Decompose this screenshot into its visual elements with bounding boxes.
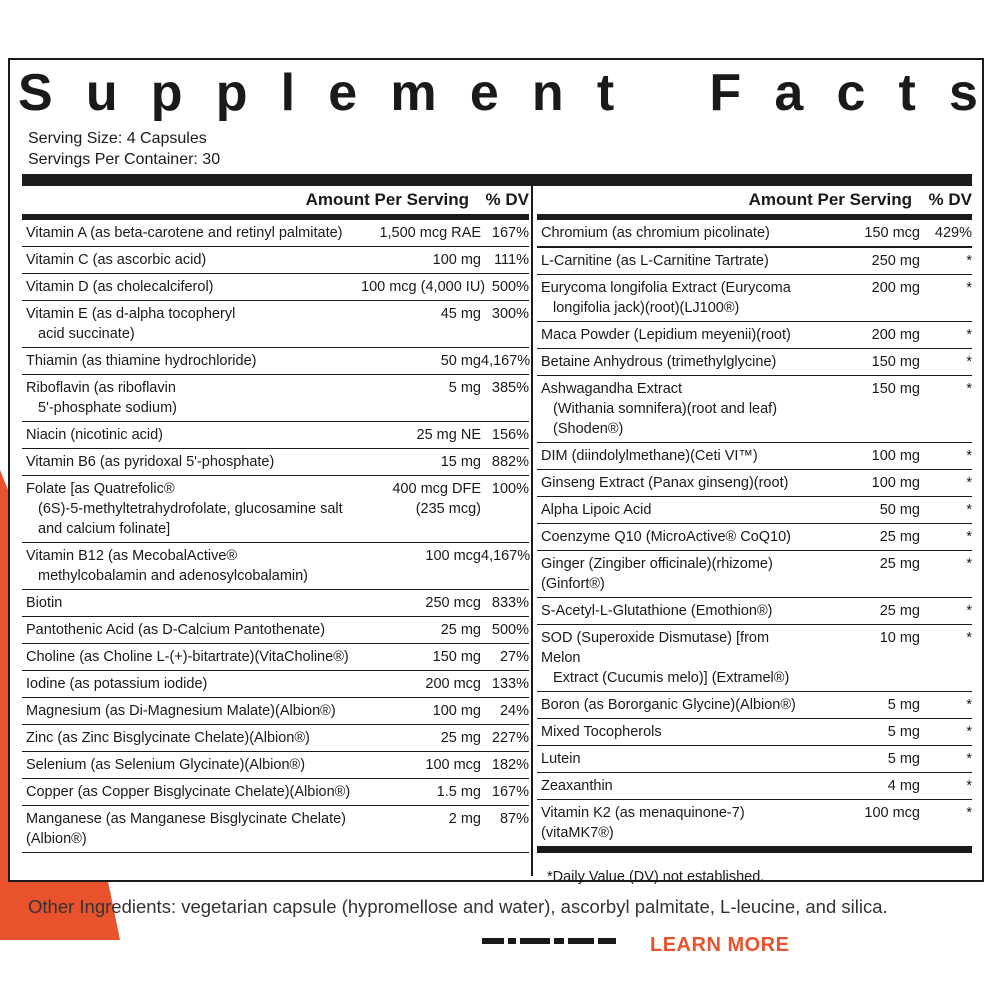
nutrient-amount <box>361 351 481 371</box>
nutrient-dv: 167% <box>491 784 529 800</box>
nutrient-name-line: Zeaxanthin <box>541 778 613 794</box>
nutrient-dv: 429% <box>934 225 972 241</box>
nutrient-dv: * <box>966 280 972 296</box>
amount-value: 1,500 mcg RAE <box>379 225 481 241</box>
nutrient-name <box>26 728 361 748</box>
nutrient-amount <box>810 352 920 372</box>
nutrient-name <box>26 304 361 344</box>
nutrient-name <box>541 223 810 243</box>
nutrient-name <box>26 782 361 802</box>
nutrient-amount <box>810 749 920 769</box>
nutrient-name <box>26 452 361 472</box>
nutrient-row <box>22 247 529 274</box>
nutrient-name-line: DIM (diindolylmethane)(Ceti VI™) <box>541 448 758 464</box>
nutrient-amount <box>810 325 920 345</box>
title-letter: t <box>898 64 916 122</box>
nutrient-name <box>541 473 810 493</box>
nutrient-dv: 167% <box>491 225 529 241</box>
nutrient-name-line: Vitamin C (as ascorbic acid) <box>26 252 207 268</box>
nutrient-amount <box>361 250 481 270</box>
nutrient-dv: 227% <box>491 730 529 746</box>
nutrient-name-line: Ginseng Extract (Panax ginseng)(root) <box>541 475 789 491</box>
nutrient-dv: 385% <box>491 380 529 396</box>
nutrient-amount <box>810 223 920 243</box>
nutrient-name-line: Alpha Lipoic Acid <box>541 502 652 518</box>
nutrient-name-line: Choline (as Choline L-(+)-bitartrate)(VitaCholine®) <box>26 649 349 665</box>
title-letter: c <box>836 64 866 122</box>
amount-value: 2 mg <box>448 811 481 827</box>
nutrient-row <box>537 275 972 322</box>
left-column-header <box>22 186 529 220</box>
nutrient-row <box>22 375 529 422</box>
nutrient-name-subline: 5'-phosphate sodium) <box>38 400 177 416</box>
nutrient-name <box>26 647 361 667</box>
nutrient-row <box>537 497 972 524</box>
nutrient-amount <box>361 425 481 445</box>
nutrient-amount <box>361 782 481 802</box>
amount-value: 100 mg <box>432 252 481 268</box>
left-rows <box>22 220 529 853</box>
amount-value: 150 mg <box>432 649 481 665</box>
nutrient-name <box>541 325 810 345</box>
nutrient-dv: 24% <box>499 703 529 719</box>
title-letter: a <box>774 64 804 122</box>
nutrient-row <box>22 644 529 671</box>
right-rows <box>537 220 972 847</box>
amount-value: 100 mg <box>871 475 920 491</box>
nutrient-name <box>541 722 810 742</box>
nutrient-amount <box>810 251 920 271</box>
nutrient-row <box>537 551 972 598</box>
nutrient-name <box>26 620 361 640</box>
nutrient-dv: 500% <box>491 279 529 295</box>
title-letter: p <box>150 64 183 122</box>
nutrient-name-line: L-Carnitine (as L-Carnitine Tartrate) <box>541 253 769 269</box>
nutrient-row <box>537 349 972 376</box>
nutrient-row <box>537 692 972 719</box>
nutrient-dv: 882% <box>491 454 529 470</box>
nutrient-dv: 87% <box>499 811 529 827</box>
amount-value: 200 mg <box>871 327 920 343</box>
amount-value: 50 mg <box>879 502 920 518</box>
nutrient-name-line: Magnesium (as Di-Magnesium Malate)(Albion®) <box>26 703 336 719</box>
nutrient-name-line: Biotin <box>26 595 63 611</box>
amount-value: 150 mg <box>871 381 920 397</box>
nutrient-name <box>541 251 810 271</box>
nutrient-name <box>26 701 361 721</box>
nutrient-row <box>22 449 529 476</box>
nutrient-name-line: Maca Powder (Lepidium meyenii)(root) <box>541 327 791 343</box>
nutrient-amount <box>361 701 481 721</box>
learn-more-link[interactable]: LEARN MORE <box>650 934 790 952</box>
nutrient-amount <box>810 278 920 318</box>
nutrient-name <box>26 223 361 243</box>
nutrient-row <box>22 348 529 375</box>
nutrient-name <box>26 809 361 849</box>
nutrient-dv: * <box>966 253 972 269</box>
title-letter: F <box>709 64 742 122</box>
nutrient-row <box>22 301 529 348</box>
amount-value: 150 mcg <box>864 225 920 241</box>
amount-value: 100 mg <box>871 448 920 464</box>
nutrient-amount <box>361 223 481 243</box>
page-title <box>18 62 978 124</box>
nutrient-row <box>22 617 529 644</box>
nutrient-row <box>22 698 529 725</box>
amount-value: 250 mg <box>871 253 920 269</box>
amount-value: 10 mg <box>879 630 920 646</box>
left-column <box>22 186 529 853</box>
nutrient-dv: * <box>966 603 972 619</box>
nutrient-amount <box>810 776 920 796</box>
nutrient-name-line: Betaine Anhydrous (trimethylglycine) <box>541 354 777 370</box>
nutrient-amount <box>810 527 920 547</box>
nutrient-name <box>26 546 361 586</box>
amount-value: 100 mcg <box>425 548 481 564</box>
amount-value: 25 mg <box>440 730 481 746</box>
nutrient-name <box>541 601 810 621</box>
column-divider <box>531 186 533 876</box>
corner-mark <box>990 44 998 52</box>
nutrient-dv: * <box>966 327 972 343</box>
nutrient-dv: * <box>966 529 972 545</box>
nutrient-name-line: Niacin (nicotinic acid) <box>26 427 163 443</box>
amount-value: 250 mcg <box>425 595 481 611</box>
nutrient-amount <box>361 755 481 775</box>
nutrient-row <box>537 443 972 470</box>
nutrient-amount <box>810 446 920 466</box>
dv-header: % DV <box>485 190 529 209</box>
nutrient-name-line: Lutein <box>541 751 581 767</box>
nutrient-name <box>541 500 810 520</box>
serving-info <box>28 128 220 170</box>
nutrient-name <box>26 277 361 297</box>
nutrient-name <box>26 425 361 445</box>
amount-value: 100 mcg (4,000 IU) <box>361 279 486 295</box>
nutrient-dv: 133% <box>491 676 529 692</box>
nutrient-row <box>537 625 972 692</box>
nutrient-name <box>541 628 810 688</box>
nutrient-name-subline: acid succinate) <box>38 326 135 342</box>
nutrient-name-subline: (6S)-5-methyltetrahydrofolate, glucosamine salt and calcium folinate] <box>38 501 343 537</box>
servings-per-container: Servings Per Container: 30 <box>28 151 221 168</box>
nutrient-name-line: Vitamin B6 (as pyridoxal 5'-phosphate) <box>26 454 275 470</box>
nutrient-amount <box>361 277 486 297</box>
amount-value: 100 mg <box>432 703 481 719</box>
nutrient-name-line: Copper (as Copper Bisglycinate Chelate)(Albion®) <box>26 784 351 800</box>
nutrient-dv: * <box>966 697 972 713</box>
amount-value: 1.5 mg <box>436 784 481 800</box>
other-ingredients: Other Ingredients: vegetarian capsule (hypromellose and water), ascorbyl palmitate, L-leucine, and silica. <box>28 896 888 917</box>
nutrient-amount <box>361 674 481 694</box>
nutrient-row <box>22 671 529 698</box>
nutrient-dv: * <box>966 751 972 767</box>
nutrient-name <box>541 554 810 594</box>
amount-value: 25 mg <box>879 529 920 545</box>
nutrient-row <box>22 752 529 779</box>
nutrient-name-line: Vitamin E (as d-alpha tocopheryl <box>26 306 236 322</box>
title-letter <box>647 62 676 124</box>
nutrient-dv: 156% <box>491 427 529 443</box>
nutrient-row <box>537 470 972 497</box>
title-letter: S <box>18 64 53 122</box>
title-letter: t <box>596 64 615 122</box>
nutrient-name-line: S-Acetyl-L-Glutathione (Emothion®) <box>541 603 773 619</box>
nutrient-amount <box>361 809 481 849</box>
amount-value-secondary: (235 mcg) <box>415 501 481 517</box>
title-letter: m <box>390 64 437 122</box>
nutrient-name-subline: methylcobalamin and adenosylcobalamin) <box>38 568 309 584</box>
amount-value: 45 mg <box>440 306 481 322</box>
nutrient-amount <box>361 593 481 613</box>
nutrient-amount <box>810 500 920 520</box>
nutrient-row <box>22 220 529 247</box>
nutrient-name <box>541 749 810 769</box>
nutrient-dv: 4,167% <box>481 548 531 564</box>
nutrient-row <box>537 773 972 800</box>
nutrient-name-line: Coenzyme Q10 (MicroActive® CoQ10) <box>541 529 792 545</box>
nutrient-amount <box>361 378 481 418</box>
nutrient-name <box>541 446 810 466</box>
amount-value: 15 mg <box>440 454 481 470</box>
nutrient-row <box>537 220 972 247</box>
nutrient-name <box>541 278 810 318</box>
nutrient-name-line: Selenium (as Selenium Glycinate)(Albion®) <box>26 757 306 773</box>
nutrient-dv: 27% <box>499 649 529 665</box>
nutrient-name-line: Ashwagandha Extract <box>541 381 683 397</box>
nutrient-name-line: Vitamin A (as beta-carotene and retinyl palmitate) <box>26 225 343 241</box>
amount-value: 25 mg NE <box>416 427 481 443</box>
nutrient-row <box>22 543 529 590</box>
title-letter: s <box>949 64 978 122</box>
nutrient-name-line: Ginger (Zingiber officinale)(rhizome)(Ginfort®) <box>541 556 773 592</box>
amount-value: 25 mg <box>879 603 920 619</box>
nutrient-name-subline: Extract (Cucumis melo)] (Extramel®) <box>553 670 790 686</box>
nutrient-dv: 4,167% <box>481 353 531 369</box>
nutrient-name-line: Folate [as Quatrefolic® <box>26 481 175 497</box>
nutrient-amount <box>810 554 920 594</box>
amount-value: 5 mg <box>887 751 920 767</box>
nutrient-name <box>26 479 361 539</box>
amount-header: Amount Per Serving <box>748 190 912 209</box>
title-letter: p <box>215 64 248 122</box>
nutrient-amount <box>810 601 920 621</box>
nutrient-amount <box>810 803 920 843</box>
right-column <box>537 186 972 885</box>
nutrient-amount <box>361 304 481 344</box>
nutrient-name <box>26 351 361 371</box>
nutrient-row <box>537 247 972 275</box>
nutrient-dv: 500% <box>491 622 529 638</box>
nutrient-row <box>537 746 972 773</box>
nutrient-amount <box>810 722 920 742</box>
nutrient-amount <box>810 695 920 715</box>
nutrient-amount <box>810 379 920 439</box>
nutrient-name <box>541 776 810 796</box>
nutrient-dv: 100% <box>491 481 529 497</box>
title-letter: e <box>328 64 358 122</box>
nutrient-name <box>26 755 361 775</box>
nutrient-row <box>22 422 529 449</box>
nutrient-dv: 300% <box>491 306 529 322</box>
nutrient-name <box>26 378 361 418</box>
nutrient-row <box>22 476 529 543</box>
serving-size: Serving Size: 4 Capsules <box>28 130 207 147</box>
nutrient-row <box>537 524 972 551</box>
nutrient-dv: * <box>966 381 972 397</box>
nutrient-row <box>537 800 972 847</box>
header-bar <box>22 174 972 186</box>
nutrient-row <box>22 274 529 301</box>
nutrient-name-line: Vitamin D (as cholecalciferol) <box>26 279 214 295</box>
nutrient-name <box>541 803 810 843</box>
nutrient-name-subline: longifolia jack)(root)(LJ100®) <box>553 300 740 316</box>
title-letter: n <box>531 64 564 122</box>
nutrient-name <box>541 379 810 439</box>
nutrient-amount <box>361 546 481 586</box>
nutrient-amount <box>361 452 481 472</box>
nutrient-row <box>22 590 529 617</box>
amount-value: 25 mg <box>879 556 920 572</box>
amount-value: 4 mg <box>887 778 920 794</box>
qr-code-fragment <box>482 938 630 952</box>
footnote: *Daily Value (DV) not established. <box>537 847 972 885</box>
nutrient-amount <box>361 728 481 748</box>
nutrient-row <box>537 376 972 443</box>
nutrient-dv: * <box>966 475 972 491</box>
title-letter: l <box>280 64 296 122</box>
nutrient-name <box>26 250 361 270</box>
amount-value: 25 mg <box>440 622 481 638</box>
amount-value: 100 mcg <box>425 757 481 773</box>
nutrient-name <box>26 674 361 694</box>
nutrient-name-line: Riboflavin (as riboflavin <box>26 380 176 396</box>
nutrient-name-line: Eurycoma longifolia Extract (Eurycoma <box>541 280 791 296</box>
nutrient-name <box>541 352 810 372</box>
nutrient-name-line: Pantothenic Acid (as D-Calcium Pantothenate) <box>26 622 326 638</box>
nutrient-row <box>22 779 529 806</box>
nutrient-dv: * <box>966 448 972 464</box>
nutrient-name <box>541 527 810 547</box>
amount-value: 5 mg <box>887 724 920 740</box>
nutrient-dv: 111% <box>494 252 529 268</box>
nutrient-row <box>22 725 529 752</box>
nutrient-name-line: Thiamin (as thiamine hydrochloride) <box>26 353 257 369</box>
amount-value: 400 mcg DFE <box>392 481 481 497</box>
amount-value: 100 mcg <box>864 805 920 821</box>
nutrient-amount <box>361 647 481 667</box>
nutrient-name-line: Manganese (as Manganese Bisglycinate Chelate)(Albion®) <box>26 811 346 847</box>
nutrient-name-line: Mixed Tocopherols <box>541 724 662 740</box>
nutrient-dv: * <box>966 778 972 794</box>
nutrient-name-line: Zinc (as Zinc Bisglycinate Chelate)(Albion®) <box>26 730 310 746</box>
nutrient-row <box>537 598 972 625</box>
nutrient-dv: * <box>966 556 972 572</box>
nutrient-name <box>26 593 361 613</box>
amount-value: 50 mg <box>440 353 481 369</box>
amount-value: 200 mcg <box>425 676 481 692</box>
amount-value: 5 mg <box>448 380 481 396</box>
nutrient-name-line: Iodine (as potassium iodide) <box>26 676 208 692</box>
amount-value: 200 mg <box>871 280 920 296</box>
amount-value: 150 mg <box>871 354 920 370</box>
nutrient-dv: * <box>966 805 972 821</box>
nutrient-name-line: Boron (as Bororganic Glycine)(Albion®) <box>541 697 796 713</box>
nutrient-dv: 182% <box>491 757 529 773</box>
nutrient-dv: * <box>966 502 972 518</box>
nutrient-name-subline: (Withania somnifera)(root and leaf)(Shoden®) <box>553 401 778 437</box>
nutrient-name-line: SOD (Superoxide Dismutase) [from Melon <box>541 630 770 666</box>
nutrient-row <box>537 322 972 349</box>
title-letter: u <box>85 64 118 122</box>
nutrient-amount <box>361 479 481 539</box>
nutrient-amount <box>810 628 920 688</box>
nutrient-name <box>541 695 810 715</box>
nutrient-name-line: Vitamin B12 (as MecobalActive® <box>26 548 238 564</box>
right-column-header <box>537 186 972 220</box>
nutrient-dv: 833% <box>491 595 529 611</box>
amount-value: 5 mg <box>887 697 920 713</box>
nutrient-name-line: Vitamin K2 (as menaquinone-7)(vitaMK7®) <box>541 805 745 841</box>
nutrient-row <box>537 719 972 746</box>
dv-header: % DV <box>928 190 972 209</box>
nutrient-amount <box>361 620 481 640</box>
nutrient-name-line: Chromium (as chromium picolinate) <box>541 225 770 241</box>
nutrient-dv: * <box>966 354 972 370</box>
nutrient-dv: * <box>966 630 972 646</box>
title-letter: e <box>469 64 499 122</box>
nutrient-dv: * <box>966 724 972 740</box>
nutrient-amount <box>810 473 920 493</box>
amount-header: Amount Per Serving <box>305 190 469 209</box>
nutrient-row <box>22 806 529 853</box>
